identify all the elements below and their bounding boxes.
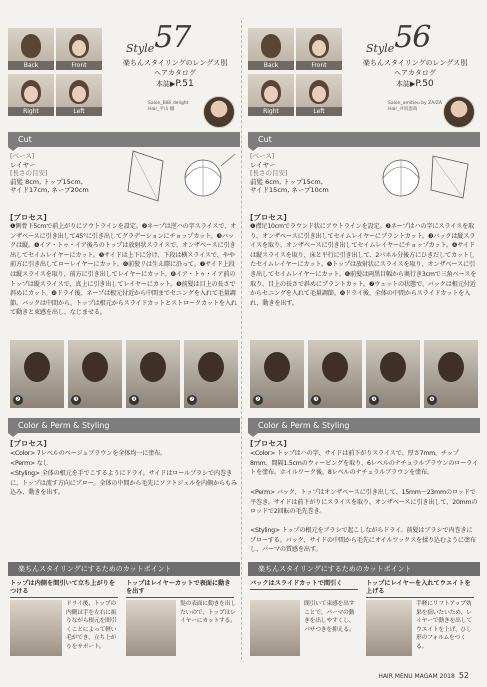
page-reference: 本誌▶P.51: [156, 79, 194, 89]
process-title: [プロセス]: [250, 213, 287, 222]
cut-base-info: [ベース] レイヤー [長さの目安] 前髪 6cm, トップ15cm, サイド15cm, ネープ10cm: [250, 152, 329, 194]
salon-credit: Salon_BiBi delight Hair_平山 棚: [148, 101, 189, 112]
page-number: 52: [458, 671, 469, 680]
cp-process-title: [プロセス]: [10, 439, 47, 448]
photo-right: Right: [8, 74, 54, 116]
step-photo: ❹: [366, 340, 420, 408]
process-title: [プロセス]: [10, 213, 47, 222]
cp-process-title: [プロセス]: [250, 439, 287, 448]
tip-1-text: 間引いて束感を出すことで、パーマの動きを出しやすくし、パサつきを抑える。: [304, 601, 355, 633]
photo-back: Back: [248, 28, 294, 70]
step-photos: [10, 340, 238, 408]
stylist-avatar: [203, 96, 235, 128]
step-photo: ❸: [68, 340, 122, 408]
tip-2-photo: [366, 600, 412, 656]
cut-point-bar: 楽ちんスタイリングにするためのカットポイント: [8, 562, 240, 576]
step-photos: [250, 340, 478, 408]
styling-text: <Styling> 全体の根元を手でこするようにドライ。サイドはロールブラシで内巻きに、トップは流す方向にブロー。全体の中間から毛先にソフトジェルを内側からもみ込み、動きを出す。: [10, 470, 237, 497]
style-photo-grid: [8, 28, 104, 132]
page-reference: 本誌▶P.50: [396, 79, 434, 89]
tip-1-photo: [10, 600, 62, 656]
tip-2-title: トップにレイヤーを入れてウエイトを上げる: [366, 580, 474, 598]
cut-diagram: [363, 146, 478, 208]
step-photo: ❸: [308, 340, 362, 408]
style-photo-grid: [248, 28, 344, 132]
cut-section-bar: Cut: [248, 132, 480, 147]
photo-front: Front: [56, 28, 102, 70]
catalog-title: 楽ちんスタイリングのレングス別ヘアカタログ: [122, 59, 228, 77]
tip-1-title: トップは内側を間引いて立ち上がりをつける: [10, 580, 118, 598]
photo-back: Back: [8, 28, 54, 70]
style-number: Style57: [126, 20, 191, 55]
style-56-column: [248, 6, 480, 676]
tip-2-photo: [126, 600, 176, 656]
cut-point-bar: 楽ちんスタイリングにするためのカットポイント: [248, 562, 480, 576]
tip-2-text: 手軽にリフトアップ効果を狙いたいため、レイヤーで動きを出してウエイトを上げ、ひし形のフォルムをつくる。: [416, 601, 472, 650]
color-perm-bar: Color & Perm & Styling: [248, 418, 480, 433]
step-photo: ❷: [250, 340, 304, 408]
style-57-column: [8, 6, 240, 676]
photo-right: Right: [248, 74, 294, 116]
step-photo: ❷: [10, 340, 64, 408]
salon-credit: Salon_amitieu by ZA/ZA Hair_井坂恵萌: [388, 101, 442, 112]
process-text: ❶襟足10cmでラウンド状にアウトラインを設定。❷ネープはハの字にスライスを取り、オンザベースに引き出してセイムレイヤーにブラントカット。❸バックは縦スライスを取り、オンザベースに引き出してセイムレイヤーにチョップカット。❹サイドは縦スライスを取り、床と平行に引き出して、2パネル分後方にひきだしてカットしたセイムレイヤーにカット。❺トップは放射状にスライスを取り、オンザベースに引き出してセイムレイヤーにカット。❻前髪は両黒目幅から奥行き3cmで三角ベースを取り、目上の長さで斜めにブラントカット。❼ウェットの状態で、バックは根元付近からセニングを入れて毛量調節。❽ドライ後、全体の中間からスライドカットを入れ、動きを出す。: [250, 223, 477, 307]
page-footer: HAIR MENU MAGAM 2018 52: [378, 671, 469, 680]
photo-left: Left: [56, 74, 102, 116]
process-text: ❶側骨下5cmで前上がりにアウトラインを設定。❷ネープは逆ハの字スライスで、オンザベースに引き出して45°に引き出してグラデーションにチョップカット。❸バックは縦。❹イア・トゥ・イア後ろのトップは放射状スライスで、オンザベースに引き出してセイムレイヤーにカット。❺サイドは上下に分け、下段は横スライスで、やや前方に引き出してローレイヤーにカット。❻前髪リは生え際に沿って。❼サイド上段は縦スライスを取り、前方に引き出してレイヤーにカット。❽イア・トゥ・イア前のトップは縦スライスで、真上に引き出してレイヤーにカット。❾前髪は目上の長さで斜めにカット。❿ドライ後、ネープは根元付近から中間までセニングを入れて毛量調節。バックは中間から、トップは根元からスライドカットとストロークカットを入れて動きと束感を出し、なじませる。: [10, 223, 237, 317]
perm-text: <Perm> なし: [10, 460, 49, 467]
step-photo: ❼: [184, 340, 238, 408]
cut-diagram: [123, 146, 238, 208]
tip-2-text: 髪の表面に動きを出したいので、トップはレイヤーにカットする。: [180, 601, 236, 625]
cut-section-bar: Cut: [8, 132, 240, 147]
tip-2-title: トップはレイヤーカットで表面に動きを出す: [126, 580, 234, 598]
photo-left: Left: [296, 74, 342, 116]
tip-1-text: ドライ後、トップの内側は手を左右に振りながら根元を間引くことによって軽い毛ができ、立ち上がりをサポート。: [66, 601, 117, 650]
perm-text: <Perm> バック、トップはオンザベースに引き出して、15mm〜23mmのロッドで平巻き。サイドは前下がりにスライスを取り、オンザベースに引き出して、20mmのロッドで2回転の毛先巻き。: [250, 489, 478, 516]
step-photo: ❹: [126, 340, 180, 408]
color-perm-bar: Color & Perm & Styling: [8, 418, 240, 433]
column-divider: [241, 20, 242, 660]
styling-text: <Styling> トップの根元をブラシで起こしながらドライ。前髪はブラシで内巻きにブローする。バック、サイドの中間から毛先にオイルワックスを揉り込むように塗布し、パーマの質感を出す。: [250, 527, 476, 554]
tip-1-title: バックはスライドカットで間引く: [250, 580, 358, 590]
color-text: <Color> トップはハの字、サイドは前下がりスライスで、厚さ7mm、チップ8mm、間隔1.5cmのウィービングを取り、6レベルのナチュラルブラウンのローライトを塗布。ホイルワーク後、8レベルのナチュラルブラウンを塗布。: [250, 450, 478, 477]
cut-base-info: [ベース] レイヤー [長さの目安] 前髪 8cm, トップ15cm, サイド17cm, ネープ20cm: [10, 152, 89, 194]
step-photo: ❻: [424, 340, 478, 408]
tip-1-photo: [250, 600, 300, 656]
stylist-avatar: [443, 96, 475, 128]
catalog-title: 楽ちんスタイリングのレングス別ヘアカタログ: [362, 59, 468, 77]
color-text: <Color> 7レベルのベージュブラウンを全体均一に塗布。: [10, 450, 167, 457]
style-number: Style56: [366, 20, 431, 55]
photo-front: Front: [296, 28, 342, 70]
